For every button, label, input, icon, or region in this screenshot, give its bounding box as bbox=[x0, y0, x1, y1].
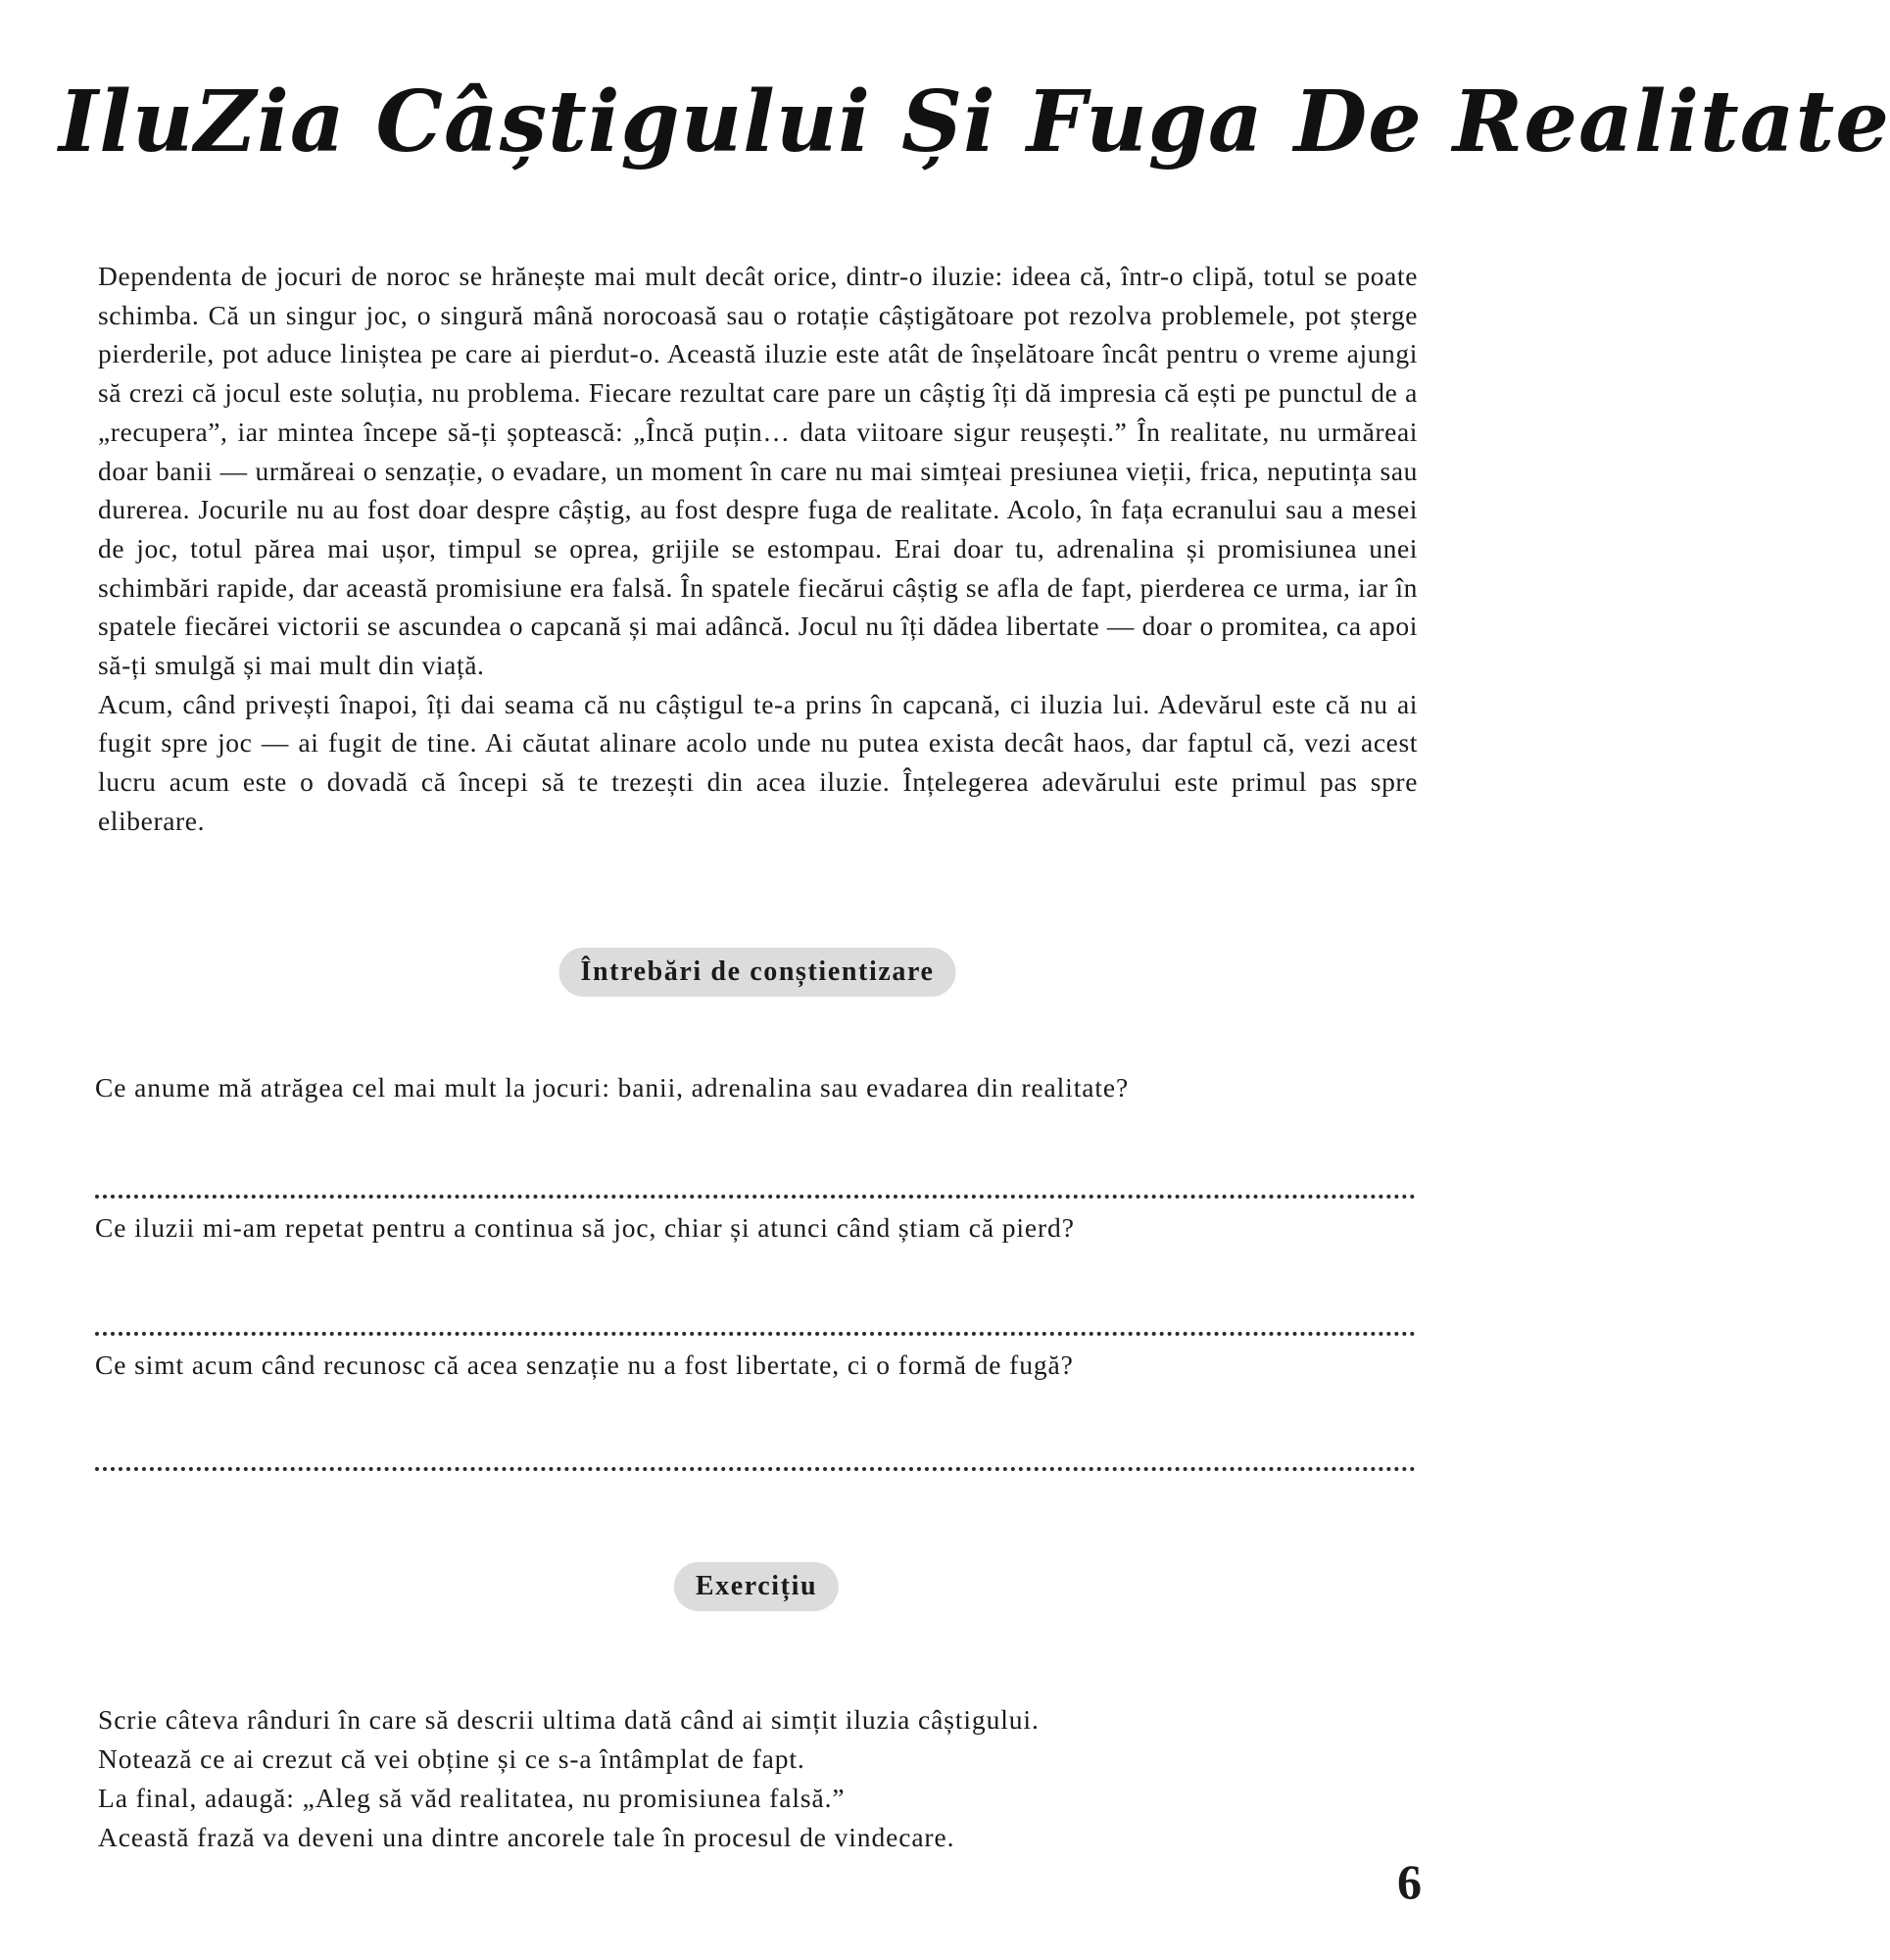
answer-line-3[interactable] bbox=[95, 1467, 1416, 1471]
exercise-line: Scrie câteva rânduri în care să descrii ultima dată când ai simțit iluzia câștigului. bbox=[98, 1704, 1040, 1735]
intro-paragraph: Acum, când privești înapoi, îți dai seama că nu câștigul te-a prins în capcană, ci iluzia lui. Adevărul este că nu ai fugit spre joc — ai fugit de tine. Ai căutat alinare acolo unde nu putea exista decât haos, dar faptul că, vezi acest lucru acum este o dovadă că începi să te trezești din acea iluzie. Înțelegerea adevărului este primul pas spre eliberare. bbox=[98, 688, 1418, 836]
intro-paragraph: Dependenta de jocuri de noroc se hrănește mai mult decât orice, dintr-o iluzie: ideea că, într-o clipă, totul se poate schimba. Că un singur joc, o singură mână norocoasă sau o rotație câștigătoare pot rezolva problemele, pot șterge pierderile, pot aduce liniștea pe care ai pierdut-o. Această iluzie este atât de înșelătoare încât pentru o vreme ajungi să crezi că jocul este soluția, nu problema. Fiecare rezultat care pare un câștig îți dă impresia că ești pe punctul de a „recupera”, iar mintea începe să-ți șoptească: „Încă puțin… data viitoare sigur reușești.” În realitate, nu urmăreai doar banii — urmăreai o senzație, o evadare, un moment în care nu mai simțeai presiunea vieții, frica, neputința sau durerea. Jocurile nu au fost doar despre câștig, au fost despre fuga de realitate. Acolo, în fața ecranului sau a mesei de joc, totul părea mai ușor, timpul se oprea, grijile se estompau. Erai doar tu, adrenalina și promisiunea unei schimbări rapide, dar această promisiune era falsă. În spatele fiecărui câștig se afla de fapt, pierderea ce urma, iar în spatele fiecărei victorii se ascundea o capcană și mai adâncă. Jocul nu îți dădea libertate — doar o promitea, ca apoi să-ți smulgă și mai mult din viață. bbox=[98, 261, 1418, 681]
awareness-question-2: Ce iluzii mi-am repetat pentru a continua să joc, chiar și atunci când știam că pierd? bbox=[95, 1212, 1075, 1243]
exercise-line: La final, adaugă: „Aleg să văd realitatea, nu promisiunea falsă.” bbox=[98, 1783, 846, 1813]
awareness-questions-heading: Întrebări de conștientizare bbox=[558, 948, 955, 997]
awareness-question-1: Ce anume mă atrăgea cel mai mult la jocuri: banii, adrenalina sau evadarea din realitate? bbox=[95, 1072, 1130, 1102]
exercise-line: Această frază va deveni una dintre ancorele tale în procesul de vindecare. bbox=[98, 1822, 955, 1852]
exercise-instructions bbox=[98, 1700, 1040, 1857]
answer-line-1[interactable] bbox=[95, 1195, 1416, 1199]
exercise-line: Notează ce ai crezut că vei obține și ce s-a întâmplat de fapt. bbox=[98, 1743, 805, 1774]
intro-text bbox=[98, 257, 1418, 841]
awareness-question-3: Ce simt acum când recunosc că acea senzație nu a fost libertate, ci o formă de fugă? bbox=[95, 1349, 1074, 1380]
answer-line-2[interactable] bbox=[95, 1332, 1416, 1336]
exercise-heading: Exercițiu bbox=[674, 1562, 839, 1611]
page-title: IluZia Câștigului Și Fuga De Realitate bbox=[59, 73, 1890, 172]
page-number: 6 bbox=[1397, 1854, 1422, 1909]
